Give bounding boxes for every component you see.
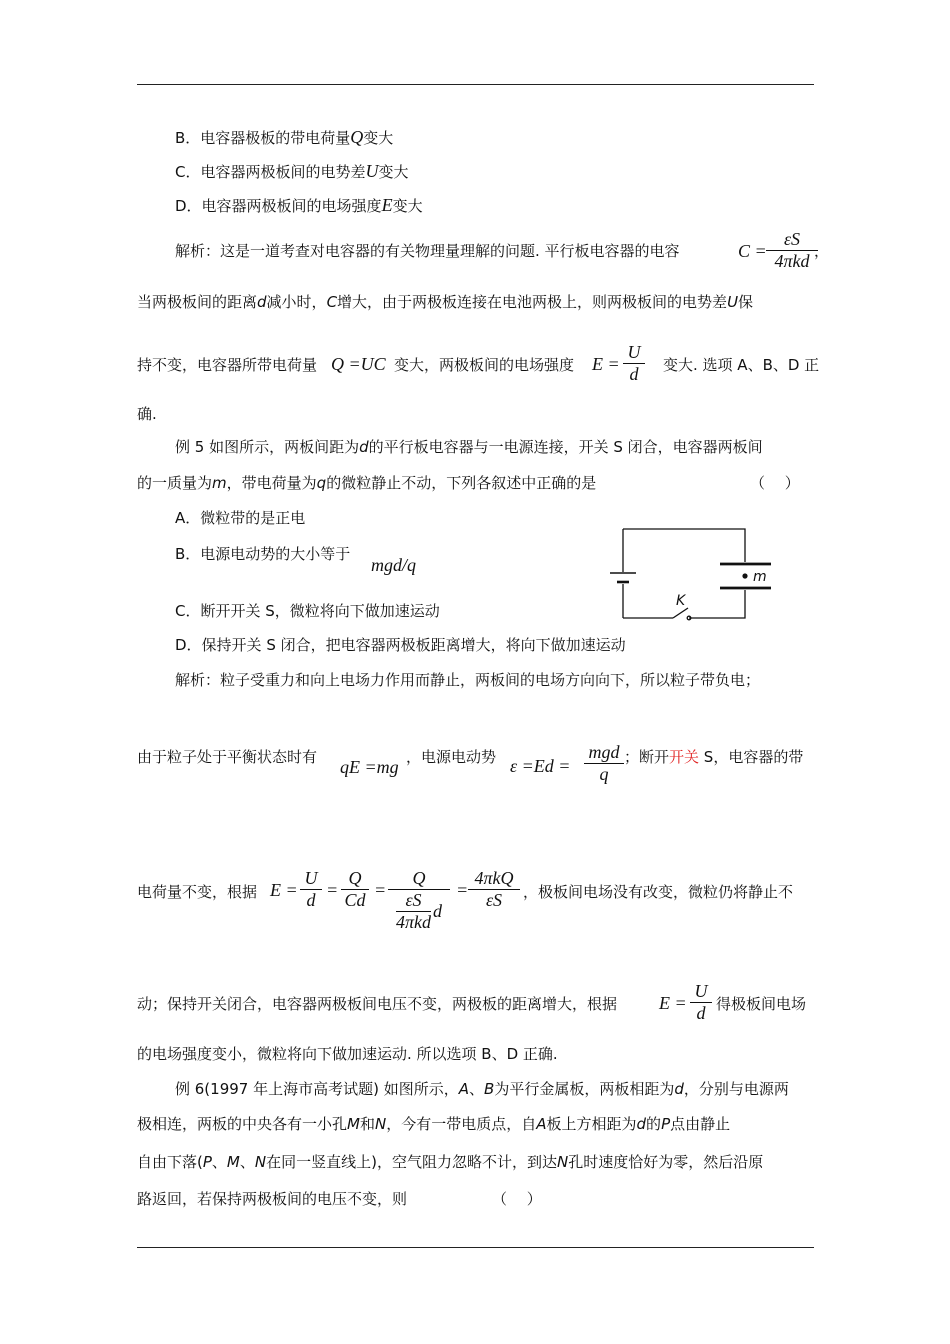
text: 、 — [211, 1153, 227, 1171]
var-m: m — [212, 474, 227, 492]
text: 、 — [469, 1080, 485, 1098]
fraction-numerator: mgd — [588, 742, 620, 762]
fraction-denominator: q — [599, 764, 609, 784]
var-c: C — [326, 293, 338, 311]
text: 的一质量为 — [137, 474, 213, 492]
fraction-numerator: U — [694, 981, 708, 1001]
text: 的平行板电容器与一电源连接，开关 S 闭合，电容器两板间 — [368, 438, 763, 456]
example6-line1 — [175, 1079, 789, 1099]
var-n: N — [556, 1153, 569, 1171]
highlight-text: 开关 — [669, 748, 700, 766]
analysis4-line3-a: 持不变，电容器所带电荷量 — [137, 356, 318, 374]
text: ，带电荷量为 — [226, 474, 317, 492]
fraction-numerator: U — [627, 342, 641, 362]
option-c — [175, 161, 409, 182]
analysis5-line3-a: 电荷量不变，根据 — [137, 883, 258, 901]
fraction-denominator: d — [629, 364, 639, 384]
equals-sign: = — [456, 880, 469, 900]
text: ，分别与电源两 — [683, 1080, 789, 1098]
analysis5-line2-c — [624, 747, 803, 767]
switch-blade — [673, 608, 688, 618]
text: 例 6(1997 年上海市高考试题) 如图所示， — [175, 1080, 459, 1098]
var-q: q — [316, 474, 327, 492]
var-n: N — [254, 1153, 267, 1171]
analysis5-line3-b: ，极板间电场没有改变，微粒仍将静止不 — [523, 883, 794, 901]
particle-label: m — [753, 569, 767, 585]
var-d: d — [636, 1115, 647, 1133]
option-d — [175, 195, 423, 216]
analysis4-line3-c: 变大. 选项 A、B、D 正 — [663, 356, 820, 374]
text: 为平行金属板，两板相距为 — [494, 1080, 675, 1098]
var-d: d — [257, 293, 267, 311]
var-m: M — [347, 1115, 360, 1133]
ex5-option-d: D．保持开关 S 闭合，把电容器两极板距离增大，将向下做加速运动 — [175, 636, 626, 654]
analysis5-line5: 的电场强度变小，微粒将向下做加速运动. 所以选项 B、D 正确. — [137, 1045, 558, 1063]
emf-expression: mgd/q — [371, 555, 416, 575]
text: ；断开 — [624, 748, 670, 766]
var-p: P — [202, 1153, 212, 1171]
circuit-diagram — [600, 524, 790, 624]
top-wire — [623, 529, 745, 562]
fraction-denominator: d — [696, 1003, 706, 1023]
analysis5-line4-a: 动；保持开关闭合，电容器两极板间电压不变，两极板的距离增大，根据 — [137, 995, 618, 1013]
analysis5-line2-a: 由于粒子处于平衡状态时有 — [137, 748, 318, 766]
var-u: U — [365, 161, 379, 181]
text: 当两极板间的距离 — [137, 293, 258, 311]
example5-line2 — [137, 473, 596, 493]
text: 例 5 如图所示，两板间距为 — [175, 438, 360, 456]
analysis4-text1: 解析：这是一道考查对电容器的有关物理量理解的问题. 平行板电容器的电容 — [175, 242, 680, 260]
fraction-numerator: Q — [348, 868, 362, 888]
var-a: A — [536, 1115, 547, 1133]
particle-dot — [742, 573, 747, 578]
ex5-option-a: A．微粒带的是正电 — [175, 509, 306, 527]
equals-sign: = — [374, 880, 387, 900]
var-d: d — [433, 901, 442, 921]
example6-line2 — [137, 1114, 730, 1134]
text: ，今有一带电质点，自 — [386, 1115, 537, 1133]
answer-paren: （ ） — [750, 474, 800, 492]
fraction-denominator: 4πkd — [774, 251, 810, 271]
fraction-numerator: εS — [783, 229, 801, 249]
comma: ， — [814, 242, 830, 260]
balance-equation: qE =mg — [340, 757, 399, 777]
frac-u-d — [300, 868, 322, 911]
option-b-tail: 变大 — [363, 129, 394, 147]
analysis5-line1: 解析：粒子受重力和向上电场力作用而静止，两板间的电场方向向下，所以粒子带负电； — [175, 671, 761, 689]
capacitance-symbol: C = — [738, 241, 767, 261]
var-d: d — [674, 1080, 684, 1098]
fraction-numerator: U — [304, 868, 318, 888]
field-symbol: E = — [659, 993, 687, 1013]
equals-sign: = — [326, 880, 339, 900]
header-rule — [137, 84, 814, 85]
fraction-denominator: εS — [485, 890, 503, 910]
field-symbol: E = — [592, 354, 620, 374]
field-fraction — [623, 342, 645, 385]
emf-fraction — [584, 742, 624, 785]
var-e: E — [381, 195, 393, 215]
option-d-text: D．电容器两极板间的电场强度 — [175, 197, 382, 215]
fraction-numerator: Q — [412, 868, 426, 888]
analysis5-line2-b: ，电源电动势 — [406, 748, 497, 766]
text: 板上方相距为 — [546, 1115, 637, 1133]
ex5-option-c: C．断开开关 S，微粒将向下做加速运动 — [175, 602, 440, 620]
analysis4-line1 — [175, 241, 680, 261]
var-p: P — [661, 1115, 671, 1133]
text: 自由下落( — [137, 1153, 203, 1171]
analysis4-line2 — [137, 292, 753, 312]
fraction-denominator — [388, 890, 450, 933]
text: 和 — [359, 1115, 375, 1133]
frac-final — [468, 868, 520, 911]
text: 增大，由于两极板连接在电池两极上，则两极板间的电势差 — [337, 293, 728, 311]
fraction-denominator: d — [306, 890, 316, 910]
frac-complex — [388, 868, 450, 933]
field-symbol: E = — [270, 880, 298, 900]
footer-rule — [137, 1247, 814, 1248]
text: 的 — [646, 1115, 662, 1133]
right-bottom-wire — [689, 590, 745, 618]
charge-equation: Q =UC — [331, 354, 386, 374]
text: 的微粒静止不动，下列各叙述中正确的是 — [326, 474, 597, 492]
frac-q-cd — [341, 868, 369, 911]
capacitance-fraction — [766, 229, 818, 272]
text: 点由静止 — [670, 1115, 731, 1133]
var-m: M — [226, 1153, 240, 1171]
var-u: U — [727, 293, 739, 311]
option-c-tail: 变大 — [378, 163, 409, 181]
text: 、 — [239, 1153, 255, 1171]
example6-line4: 路返回，若保持两极板间的电压不变，则 — [137, 1190, 408, 1208]
var-d: d — [359, 438, 369, 456]
var-n: N — [374, 1115, 387, 1133]
ex5-option-b: B．电源电动势的大小等于 — [175, 545, 351, 563]
inner-denominator: 4πkd — [395, 912, 431, 932]
fraction-denominator: Cd — [344, 890, 366, 910]
text: 极相连，两板的中央各有一小孔 — [137, 1115, 348, 1133]
var-q: Q — [350, 127, 364, 147]
text: 孔时速度恰好为零，然后沿原 — [568, 1153, 764, 1171]
inner-numerator: εS — [405, 890, 422, 910]
text: 减小时， — [266, 293, 327, 311]
example6-line3 — [137, 1152, 763, 1172]
option-b-text: B．电容器极板的带电荷量 — [175, 129, 351, 147]
inner-fraction — [396, 890, 431, 933]
frac-u-d-2 — [690, 981, 712, 1024]
analysis4-line3-b: 变大，两极板间的电场强度 — [394, 356, 575, 374]
option-d-tail: 变大 — [392, 197, 423, 215]
analysis4-line4: 确. — [137, 405, 157, 423]
fraction-numerator: 4πkQ — [474, 868, 514, 888]
var-a: A — [458, 1080, 469, 1098]
emf-equation: ε =Ed = — [510, 756, 571, 776]
option-b — [175, 127, 393, 148]
text: S，电容器的带 — [699, 748, 804, 766]
text: 保 — [738, 293, 754, 311]
switch-label: K — [676, 593, 686, 609]
text: 在同一竖直线上)，空气阻力忽略不计，到达 — [266, 1153, 557, 1171]
example5-line1 — [175, 437, 763, 457]
answer-paren: （ ） — [492, 1190, 542, 1208]
analysis5-line4-b: 得极板间电场 — [716, 995, 807, 1013]
var-b: B — [484, 1080, 495, 1098]
option-c-text: C．电容器两极板间的电势差 — [175, 163, 366, 181]
